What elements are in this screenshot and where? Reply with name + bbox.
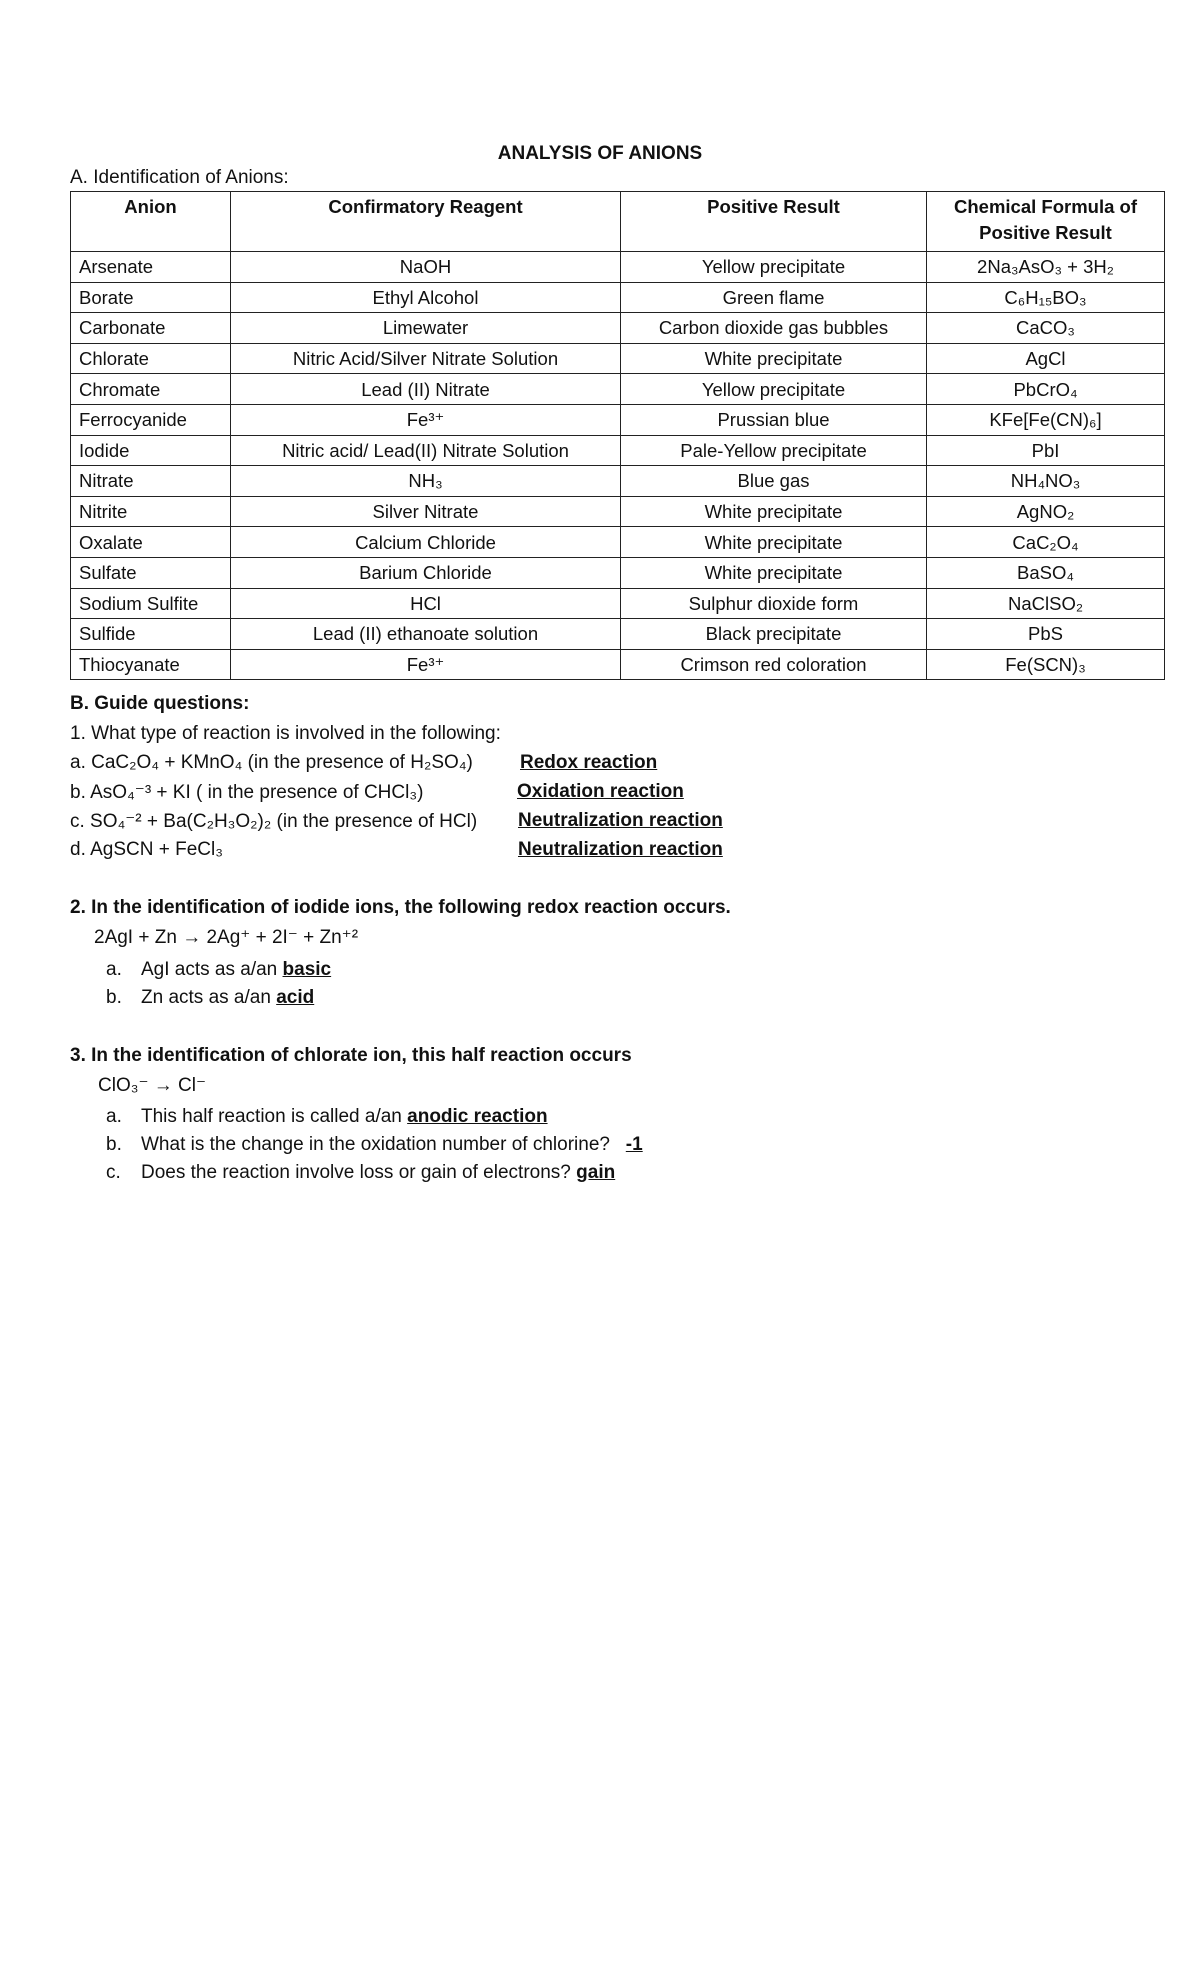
question-3a-label: a.	[106, 1106, 122, 1127]
cell-reagent: Limewater	[231, 313, 621, 344]
question-2a-label: a.	[106, 959, 122, 980]
cell-result: White precipitate	[621, 343, 927, 374]
cell-result: Green flame	[621, 282, 927, 313]
question-1b-answer: Oxidation reaction	[517, 781, 684, 802]
cell-reagent: Fe³⁺	[231, 649, 621, 680]
question-2b-answer: acid	[276, 987, 315, 1008]
table-row	[71, 466, 1165, 497]
cell-reagent: Nitric Acid/Silver Nitrate Solution	[231, 343, 621, 374]
question-3b	[106, 1134, 643, 1156]
question-3b-text: What is the change in the oxidation number of chlorine?	[141, 1134, 626, 1155]
table-row	[71, 252, 1165, 283]
table-row	[71, 435, 1165, 466]
table-row	[71, 282, 1165, 313]
table-row	[71, 527, 1165, 558]
cell-reagent: NaOH	[231, 252, 621, 283]
cell-formula: BaSO₄	[927, 557, 1165, 588]
cell-formula: PbCrO₄	[927, 374, 1165, 405]
cell-anion: Sodium Sulfite	[71, 588, 231, 619]
cell-anion: Borate	[71, 282, 231, 313]
section-b-heading: B. Guide questions:	[70, 693, 250, 714]
question-1a: a. CaC₂O₄ + KMnO₄ (in the presence of H₂SO₄)	[70, 752, 473, 773]
cell-anion: Carbonate	[71, 313, 231, 344]
table-row	[71, 619, 1165, 650]
cell-anion: Thiocyanate	[71, 649, 231, 680]
cell-result: Crimson red coloration	[621, 649, 927, 680]
question-1a-answer: Redox reaction	[520, 752, 658, 773]
table-row	[71, 313, 1165, 344]
question-3c	[106, 1162, 615, 1184]
cell-anion: Arsenate	[71, 252, 231, 283]
cell-formula: C₆H₁₅BO₃	[927, 282, 1165, 313]
table-row	[71, 496, 1165, 527]
question-1c-answer: Neutralization reaction	[518, 810, 723, 831]
cell-anion: Sulfide	[71, 619, 231, 650]
question-2b-text: Zn acts as a/an	[141, 987, 277, 1008]
question-1b: b. AsO₄⁻³ + KI ( in the presence of CHCl₃)	[70, 782, 424, 803]
cell-formula: AgNO₂	[927, 496, 1165, 527]
header-reagent: Confirmatory Reagent	[231, 192, 621, 252]
cell-reagent: HCl	[231, 588, 621, 619]
cell-reagent: Silver Nitrate	[231, 496, 621, 527]
question-2a-answer: basic	[282, 959, 332, 980]
question-1d: d. AgSCN + FeCl₃	[70, 839, 223, 860]
cell-anion: Nitrate	[71, 466, 231, 497]
cell-formula: PbI	[927, 435, 1165, 466]
table-row	[71, 588, 1165, 619]
question-1-prompt: 1. What type of reaction is involved in the following:	[70, 723, 501, 744]
question-2b-label: b.	[106, 987, 122, 1008]
cell-reagent: Lead (II) Nitrate	[231, 374, 621, 405]
question-3b-answer: -1	[625, 1134, 643, 1155]
cell-reagent: NH₃	[231, 466, 621, 497]
question-3-equation: ClO₃⁻ → Cl⁻	[98, 1075, 207, 1096]
question-3b-label: b.	[106, 1134, 122, 1155]
table-row	[71, 343, 1165, 374]
cell-result: White precipitate	[621, 527, 927, 558]
question-2b	[106, 987, 314, 1009]
cell-anion: Sulfate	[71, 557, 231, 588]
header-result: Positive Result	[621, 192, 927, 252]
cell-reagent: Lead (II) ethanoate solution	[231, 619, 621, 650]
question-3c-text: Does the reaction involve loss or gain of electrons?	[141, 1162, 577, 1183]
table-row	[71, 557, 1165, 588]
cell-result: Carbon dioxide gas bubbles	[621, 313, 927, 344]
cell-reagent: Barium Chloride	[231, 557, 621, 588]
cell-anion: Oxalate	[71, 527, 231, 558]
question-2-prompt: 2. In the identification of iodide ions, the following redox reaction occurs.	[70, 897, 731, 918]
cell-formula: PbS	[927, 619, 1165, 650]
cell-reagent: Ethyl Alcohol	[231, 282, 621, 313]
cell-formula: KFe[Fe(CN)₆]	[927, 404, 1165, 435]
cell-result: Black precipitate	[621, 619, 927, 650]
cell-anion: Iodide	[71, 435, 231, 466]
cell-reagent: Calcium Chloride	[231, 527, 621, 558]
cell-result: Sulphur dioxide form	[621, 588, 927, 619]
cell-anion: Nitrite	[71, 496, 231, 527]
header-formula: Chemical Formula of Positive Result	[927, 192, 1165, 252]
question-3a-answer: anodic reaction	[407, 1106, 548, 1127]
cell-formula: CaCO₃	[927, 313, 1165, 344]
table-row	[71, 404, 1165, 435]
question-3c-label: c.	[106, 1162, 121, 1183]
table-row	[71, 374, 1165, 405]
anion-table	[70, 191, 1165, 680]
question-3-prompt: 3. In the identification of chlorate ion, this half reaction occurs	[70, 1045, 632, 1066]
cell-result: Yellow precipitate	[621, 252, 927, 283]
cell-formula: NaClSO₂	[927, 588, 1165, 619]
cell-reagent: Fe³⁺	[231, 404, 621, 435]
question-3a	[106, 1106, 548, 1128]
question-1c: c. SO₄⁻² + Ba(C₂H₃O₂)₂ (in the presence of HCl)	[70, 811, 478, 832]
question-3a-text: This half reaction is called a/an	[141, 1106, 408, 1127]
table-header-row	[71, 192, 1165, 252]
cell-formula: Fe(SCN)₃	[927, 649, 1165, 680]
table-row	[71, 649, 1165, 680]
cell-result: Blue gas	[621, 466, 927, 497]
cell-result: Prussian blue	[621, 404, 927, 435]
cell-result: Yellow precipitate	[621, 374, 927, 405]
question-1d-answer: Neutralization reaction	[518, 839, 723, 860]
cell-result: Pale-Yellow precipitate	[621, 435, 927, 466]
cell-result: White precipitate	[621, 496, 927, 527]
cell-formula: 2Na₃AsO₃ + 3H₂	[927, 252, 1165, 283]
cell-formula: AgCl	[927, 343, 1165, 374]
question-2-equation: 2AgI + Zn → 2Ag⁺ + 2I⁻ + Zn⁺²	[94, 927, 359, 948]
question-3c-answer: gain	[576, 1162, 616, 1183]
cell-formula: NH₄NO₃	[927, 466, 1165, 497]
cell-anion: Chlorate	[71, 343, 231, 374]
cell-reagent: Nitric acid/ Lead(II) Nitrate Solution	[231, 435, 621, 466]
header-anion: Anion	[71, 192, 231, 252]
question-2a	[106, 959, 331, 981]
cell-anion: Chromate	[71, 374, 231, 405]
cell-formula: CaC₂O₄	[927, 527, 1165, 558]
question-2a-text: AgI acts as a/an	[141, 959, 283, 980]
cell-result: White precipitate	[621, 557, 927, 588]
section-a-heading: A. Identification of Anions:	[70, 167, 289, 188]
cell-anion: Ferrocyanide	[71, 404, 231, 435]
page-title: ANALYSIS OF ANIONS	[497, 143, 703, 164]
